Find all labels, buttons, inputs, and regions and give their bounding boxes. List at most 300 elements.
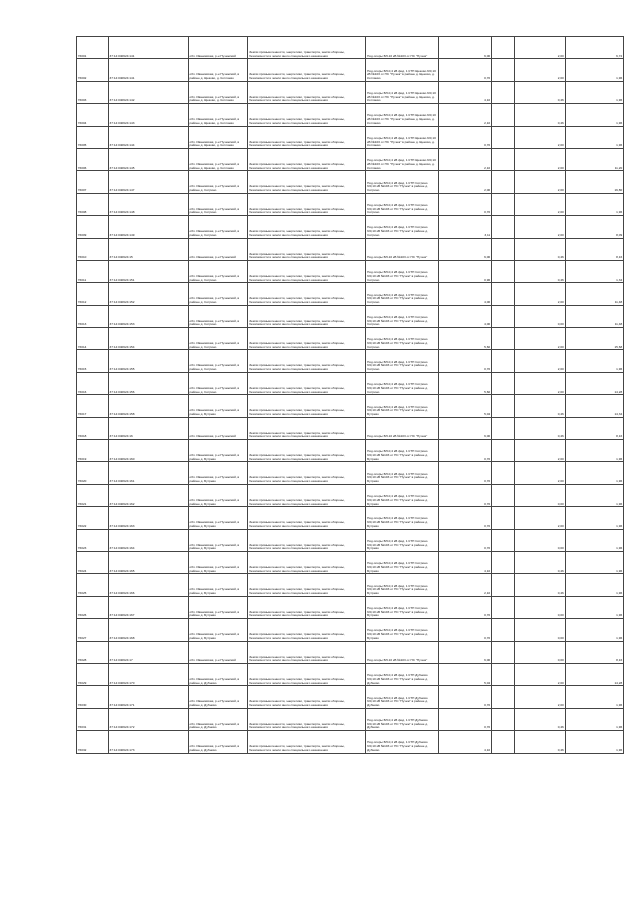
table-row <box>77 81 624 103</box>
area-cell: 0,96 <box>438 260 491 282</box>
location-cell: обл. Ивановская, р-н Пучежский, в районе д. Бутрево <box>188 484 248 506</box>
cadastral-number-cell: 37:14:040624:145 <box>108 148 188 170</box>
land-category-cell: Земли промышленности, энергетики, транспорта, земли обороны, безопасности и земли иного специального назначения <box>248 59 366 81</box>
area-cell: 5,60 <box>438 328 491 350</box>
table-row <box>77 641 624 663</box>
tax-cell: 8,16 <box>565 417 623 439</box>
table-row <box>77 216 624 238</box>
land-category-cell: Земли промышленности, энергетики, транспорта, земли обороны, безопасности и земли иного специального назначения <box>248 417 366 439</box>
land-category-cell: Земли промышленности, энергетики, транспорта, земли обороны, безопасности и земли иного специального назначения <box>248 686 366 708</box>
table-row <box>77 37 624 59</box>
rate-cell: 2,00 <box>514 372 565 394</box>
location-cell: обл. Ивановская, р-н Пучежский, в районе д. Дубново <box>188 731 248 753</box>
table-row <box>77 260 624 282</box>
blank-cell <box>491 708 514 730</box>
row-number-cell: 76002 <box>77 59 109 81</box>
table-row <box>77 305 624 327</box>
tax-cell: 1,96 <box>565 708 623 730</box>
land-category-cell: Земли промышленности, энергетики, транспорта, земли обороны, безопасности и земли иного специального назначения <box>248 104 366 126</box>
location-cell: обл. Ивановская, р-н Пучежский, в районе д. Щеково, д. Котляево <box>188 104 248 126</box>
area-cell: 2,10 <box>438 148 491 170</box>
rate-cell: 2,00 <box>514 350 565 372</box>
rate-cell: 2,00 <box>514 193 565 215</box>
row-number-cell: 76021 <box>77 484 109 506</box>
area-cell: 4,00 <box>438 305 491 327</box>
table-row <box>77 104 624 126</box>
rate-cell: 2,00 <box>514 507 565 529</box>
permitted-use-cell: Под опоры ВЛ-0,4 кВ фид. 1 КТП Дубново 6/0,10 кВ №103 от ПС "Пучеж" в районе д. Дубново <box>366 686 438 708</box>
cadastral-number-cell: 37:14:040624:167 <box>108 596 188 618</box>
area-cell: 0,70 <box>438 686 491 708</box>
cadastral-number-cell: 37:14:040624:163 <box>108 507 188 529</box>
row-number-cell: 76013 <box>77 305 109 327</box>
permitted-use-cell: Под опоры ВЛ-0,4 кВ фид. 1 КТП Сотрино 6/0,10 кВ №103 от ПС "Пучеж" в районе д. Бутрево <box>366 484 438 506</box>
row-number-cell: 76026 <box>77 596 109 618</box>
land-category-cell: Земли промышленности, энергетики, транспорта, земли обороны, безопасности и земли иного специального назначения <box>248 551 366 573</box>
permitted-use-cell: Под опоры ВЛ-0,4 кВ фид. 1 КТП Щеково 6/0,10 кВ №103 от ПС "Пучеж" в районе д. Щеково, д. Котляево <box>366 148 438 170</box>
land-category-cell: Земли промышленности, энергетики, транспорта, земли обороны, безопасности и земли иного специального назначения <box>248 641 366 663</box>
tax-cell: 1,96 <box>565 507 623 529</box>
blank-cell <box>491 663 514 685</box>
rate-cell: 2,00 <box>514 462 565 484</box>
blank-cell <box>491 238 514 260</box>
permitted-use-cell: Под опоры ВЛ-0,4 кВ фид. 1 КТП Сотрино 6/0,10 кВ №103 от ПС "Пучеж" в районе д. Бутрево <box>366 395 438 417</box>
permitted-use-cell: Под опоры ВЛ-0,4 кВ фид. 1 КТП Сотрино 6/0,10 кВ №103 от ПС "Пучеж" в районе д. Бутрево <box>366 507 438 529</box>
location-cell: обл. Ивановская, р-н Пучежский, в районе д. Дубново <box>188 686 248 708</box>
area-cell: 0,70 <box>438 484 491 506</box>
row-number-cell: 76006 <box>77 148 109 170</box>
land-category-cell: Земли промышленности, энергетики, транспорта, земли обороны, безопасности и земли иного специального назначения <box>248 148 366 170</box>
rate-cell: 2,00 <box>514 663 565 685</box>
location-cell: обл. Ивановская, р-н Пучежский, в районе д. Сотрино <box>188 372 248 394</box>
row-number-cell: 76024 <box>77 551 109 573</box>
permitted-use-cell: Под опоры ВЛ-0,4 кВ фид. 1 КТП Сотрино 6/0,10 кВ №103 от ПС "Пучеж" в районе д. Бутрево <box>366 619 438 641</box>
permitted-use-cell: Под опоры ВЛ-0,4 кВ фид. 1 КТП Сотрино 6/0,10 кВ №103 от ПС "Пучеж" в районе д. Сотрино <box>366 350 438 372</box>
location-cell: обл. Ивановская, р-н Пучежский, в районе д. Бутрево <box>188 596 248 618</box>
area-cell: 4,10 <box>438 81 491 103</box>
land-register-table <box>76 36 624 754</box>
table-row <box>77 350 624 372</box>
row-number-cell: 76030 <box>77 686 109 708</box>
area-cell: 2,00 <box>438 171 491 193</box>
blank-cell <box>491 462 514 484</box>
area-cell: 0,70 <box>438 193 491 215</box>
land-category-cell: Земли промышленности, энергетики, транспорта, земли обороны, безопасности и земли иного специального назначения <box>248 193 366 215</box>
permitted-use-cell: Под опоры ВЛ-0,4 кВ фид. 1 КТП Щеково 6/0,10 кВ №103 от ПС "Пучеж" в районе д. Щеково, д. Котляево <box>366 104 438 126</box>
table-row <box>77 663 624 685</box>
area-cell: 6,00 <box>438 238 491 260</box>
row-number-cell: 76001 <box>77 37 109 59</box>
rate-cell: 0,46 <box>514 260 565 282</box>
blank-cell <box>491 574 514 596</box>
area-cell: 4,10 <box>438 551 491 573</box>
row-number-cell: 76007 <box>77 171 109 193</box>
land-category-cell: Земли промышленности, энергетики, транспорта, земли обороны, безопасности и земли иного специального назначения <box>248 484 366 506</box>
location-cell: обл. Ивановская, р-н Пучежский, в районе д. Щеково, д. Котляево <box>188 81 248 103</box>
row-number-cell: 76017 <box>77 395 109 417</box>
land-register-body <box>77 37 624 754</box>
location-cell: обл. Ивановская, р-н Пучежский <box>188 238 248 260</box>
permitted-use-cell: Под опоры ВЛ-0,4 кВ фид. 1 КТП Сотрино 6/0,10 кВ №103 от ПС "Пучеж" в районе д. Бутрево <box>366 574 438 596</box>
permitted-use-cell: Под опоры ВЛ-0,4 кВ фид. 1 КТП Сотрино 6/0,10 кВ №103 от ПС "Пучеж" в районе д. Сотрино <box>366 216 438 238</box>
cadastral-number-cell: 37:14:040624:168 <box>108 619 188 641</box>
tax-cell: 15,68 <box>565 328 623 350</box>
tax-cell: 1,96 <box>565 81 623 103</box>
land-category-cell: Земли промышленности, энергетики, транспорта, земли обороны, безопасности и земли иного специального назначения <box>248 260 366 282</box>
cadastral-number-cell: 37:14:040624:17 <box>108 641 188 663</box>
cadastral-number-cell: 37:14:040624:147 <box>108 171 188 193</box>
cadastral-number-cell: 37:14:040624:172 <box>108 708 188 730</box>
tax-cell: 1,96 <box>565 104 623 126</box>
permitted-use-cell: Под опоры ВЛ-0,4 кВ фид. 1 КТП Сотрино 6/0,10 кВ №103 от ПС "Пучеж" в районе д. Сотрино <box>366 283 438 305</box>
cadastral-number-cell: 37:14:040624:162 <box>108 484 188 506</box>
land-category-cell: Земли промышленности, энергетики, транспорта, земли обороны, безопасности и земли иного специального назначения <box>248 440 366 462</box>
tax-cell: 1,34 <box>565 260 623 282</box>
location-cell: обл. Ивановская, р-н Пучежский, в районе д. Бутрево <box>188 395 248 417</box>
rate-cell: 0,46 <box>514 731 565 753</box>
permitted-use-cell: Под опоры ВЛ-0,4 кВ фид. 1 КТП Сотрино 6/0,10 кВ №103 от ПС "Пучеж" в районе д. Бутрево <box>366 529 438 551</box>
rate-cell: 2,00 <box>514 59 565 81</box>
permitted-use-cell: Под опоры ВЛ-0,4 кВ фид. 1 КТП Сотрино 6/0,10 кВ №103 от ПС "Пучеж" в районе д. Бутрево <box>366 596 438 618</box>
area-cell: 0,70 <box>438 59 491 81</box>
location-cell: обл. Ивановская, р-н Пучежский, в районе д. Сотрино <box>188 305 248 327</box>
permitted-use-cell: Под опоры ВЛ-10 кВ №103 от ПС "Пучеж" <box>366 37 438 59</box>
tax-cell: 16,80 <box>565 171 623 193</box>
blank-cell <box>491 596 514 618</box>
rate-cell: 0,00 <box>514 305 565 327</box>
table-row <box>77 462 624 484</box>
row-number-cell: 76032 <box>77 731 109 753</box>
rate-cell: 2,00 <box>514 328 565 350</box>
location-cell: обл. Ивановская, р-н Пучежский, в районе д. Бутрево <box>188 529 248 551</box>
permitted-use-cell: Под опоры ВЛ-0,4 кВ фид. 1 КТП Дубново 6/0,10 кВ №103 от ПС "Пучеж" в районе д. Дубново <box>366 663 438 685</box>
permitted-use-cell: Под опоры ВЛ-10 кВ №103 от ПС "Пучеж" <box>366 238 438 260</box>
cadastral-number-cell: 37:14:040624:141 <box>108 37 188 59</box>
area-cell: 4,10 <box>438 731 491 753</box>
location-cell: обл. Ивановская, р-н Пучежский <box>188 641 248 663</box>
tax-cell: 14,28 <box>565 372 623 394</box>
row-number-cell: 76020 <box>77 462 109 484</box>
blank-cell <box>491 641 514 663</box>
permitted-use-cell: Под опоры ВЛ-10 кВ №103 от ПС "Пучеж" <box>366 417 438 439</box>
rate-cell: 0,46 <box>514 81 565 103</box>
location-cell: обл. Ивановская, р-н Пучежский, в районе д. Сотрино <box>188 260 248 282</box>
land-category-cell: Земли промышленности, энергетики, транспорта, земли обороны, безопасности и земли иного специального назначения <box>248 507 366 529</box>
blank-cell <box>491 731 514 753</box>
tax-cell: 1,96 <box>565 59 623 81</box>
tax-cell: 1,96 <box>565 193 623 215</box>
row-number-cell: 76028 <box>77 641 109 663</box>
row-number-cell: 76022 <box>77 507 109 529</box>
row-number-cell: 76012 <box>77 283 109 305</box>
table-row <box>77 238 624 260</box>
cadastral-number-cell: 37:14:040624:153 <box>108 305 188 327</box>
rate-cell: 0,46 <box>514 104 565 126</box>
permitted-use-cell: Под опоры ВЛ-0,4 кВ фид. 1 КТП Сотрино 6/0,10 кВ №103 от ПС "Пучеж" в районе д. Сотрино <box>366 193 438 215</box>
rate-cell: 2,00 <box>514 171 565 193</box>
cadastral-number-cell: 37:14:040624:158 <box>108 395 188 417</box>
permitted-use-cell: Под опоры ВЛ-0,4 кВ фид. 1 КТП Щеково 6/0,10 кВ №103 от ПС "Пучеж" в районе д. Щеково, д. Котляево <box>366 126 438 148</box>
permitted-use-cell: Под опоры ВЛ-0,4 кВ фид. 1 КТП Сотрино 6/0,10 кВ №103 от ПС "Пучеж" в районе д. Сотрино <box>366 328 438 350</box>
location-cell: обл. Ивановская, р-н Пучежский, в районе д. Сотрино <box>188 216 248 238</box>
tax-cell: 1,96 <box>565 731 623 753</box>
table-row <box>77 126 624 148</box>
area-cell: 3,11 <box>438 216 491 238</box>
land-category-cell: Земли промышленности, энергетики, транспорта, земли обороны, безопасности и земли иного специального назначения <box>248 529 366 551</box>
rate-cell: 0,46 <box>514 395 565 417</box>
table-row <box>77 148 624 170</box>
land-category-cell: Земли промышленности, энергетики, транспорта, земли обороны, безопасности и земли иного специального назначения <box>248 350 366 372</box>
permitted-use-cell: Под опоры ВЛ-0,4 кВ фид. 1 КТП Сотрино 6/0,10 кВ №103 от ПС "Пучеж" в районе д. Сотрино <box>366 305 438 327</box>
rate-cell: 0,46 <box>514 708 565 730</box>
table-row <box>77 283 624 305</box>
table-row <box>77 596 624 618</box>
rate-cell: 2,00 <box>514 440 565 462</box>
row-number-cell: 76029 <box>77 663 109 685</box>
land-category-cell: Земли промышленности, энергетики, транспорта, земли обороны, безопасности и земли иного специального назначения <box>248 462 366 484</box>
cadastral-number-cell: 37:14:040624:149 <box>108 216 188 238</box>
tax-cell: 8,16 <box>565 238 623 260</box>
row-number-cell: 76011 <box>77 260 109 282</box>
blank-cell <box>491 126 514 148</box>
blank-cell <box>491 216 514 238</box>
cadastral-number-cell: 37:14:040624:142 <box>108 81 188 103</box>
table-row <box>77 372 624 394</box>
tax-cell: 1,96 <box>565 551 623 573</box>
tax-cell: 1,96 <box>565 350 623 372</box>
location-cell: обл. Ивановская, р-н Пучежский, в районе д. Бутрево <box>188 440 248 462</box>
blank-cell <box>491 350 514 372</box>
rate-cell: 2,00 <box>514 126 565 148</box>
location-cell: обл. Ивановская, р-н Пучежский, в районе д. Бутрево <box>188 507 248 529</box>
land-category-cell: Земли промышленности, энергетики, транспорта, земли обороны, безопасности и земли иного специального назначения <box>248 171 366 193</box>
location-cell: обл. Ивановская, р-н Пучежский, в районе д. Сотрино <box>188 193 248 215</box>
land-category-cell: Земли промышленности, энергетики, транспорта, земли обороны, безопасности и земли иного специального назначения <box>248 305 366 327</box>
rate-cell: 0,00 <box>514 619 565 641</box>
permitted-use-cell: Под опоры ВЛ-0,4 кВ фид. 1 КТП Сотрино 6/0,10 кВ №103 от ПС "Пучеж" в районе д. Сотрино <box>366 171 438 193</box>
location-cell: обл. Ивановская, р-н Пучежский, в районе д. Бутрево <box>188 462 248 484</box>
blank-cell <box>491 440 514 462</box>
tax-cell: 11,48 <box>565 305 623 327</box>
tax-cell: 6,72 <box>565 37 623 59</box>
table-row <box>77 193 624 215</box>
cadastral-number-cell: 37:14:040624:171 <box>108 686 188 708</box>
land-category-cell: Земли промышленности, энергетики, транспорта, земли обороны, безопасности и земли иного специального назначения <box>248 216 366 238</box>
location-cell: обл. Ивановская, р-н Пучежский, в районе д. Бутрево <box>188 619 248 641</box>
blank-cell <box>491 148 514 170</box>
blank-cell <box>491 260 514 282</box>
location-cell: обл. Ивановская, р-н Пучежский, в районе д. Сотрино <box>188 328 248 350</box>
cadastral-number-cell: 37:14:040624:166 <box>108 574 188 596</box>
tax-cell: 1,96 <box>565 686 623 708</box>
table-row <box>77 574 624 596</box>
blank-cell <box>491 104 514 126</box>
cadastral-number-cell: 37:14:040624:16 <box>108 417 188 439</box>
cadastral-number-cell: 37:14:040624:15 <box>108 238 188 260</box>
land-category-cell: Земли промышленности, энергетики, транспорта, земли обороны, безопасности и земли иного специального назначения <box>248 283 366 305</box>
blank-cell <box>491 529 514 551</box>
blank-cell <box>491 171 514 193</box>
rate-cell: 2,00 <box>514 686 565 708</box>
rate-cell: 0,46 <box>514 551 565 573</box>
location-cell: обл. Ивановская, р-н Пучежский, в районе д. Бутрево <box>188 574 248 596</box>
tax-cell: 1,96 <box>565 574 623 596</box>
tax-cell: 11,20 <box>565 148 623 170</box>
cadastral-number-cell: 37:14:040624:151 <box>108 260 188 282</box>
area-cell: 6,00 <box>438 37 491 59</box>
permitted-use-cell: Под опоры ВЛ-0,4 кВ фид. 1 КТП Щеково 6/0,10 кВ №103 от ПС "Пучеж" в районе д. Щеково, д. Котляево <box>366 81 438 103</box>
land-category-cell: Земли промышленности, энергетики, транспорта, земли обороны, безопасности и земли иного специального назначения <box>248 238 366 260</box>
permitted-use-cell: Под опоры ВЛ-0,4 кВ фид. 1 КТП Сотрино 6/0,10 кВ №103 от ПС "Пучеж" в районе д. Сотрино <box>366 260 438 282</box>
blank-cell <box>491 507 514 529</box>
area-cell: 0,70 <box>438 126 491 148</box>
tax-cell: 1,96 <box>565 529 623 551</box>
row-number-cell: 76005 <box>77 126 109 148</box>
blank-cell <box>491 305 514 327</box>
row-number-cell: 76025 <box>77 574 109 596</box>
area-cell: 2,10 <box>438 574 491 596</box>
tax-cell: 8,09 <box>565 216 623 238</box>
blank-cell <box>491 37 514 59</box>
land-category-cell: Земли промышленности, энергетики, транспорта, земли обороны, безопасности и земли иного специального назначения <box>248 708 366 730</box>
row-number-cell: 76031 <box>77 708 109 730</box>
row-number-cell: 76019 <box>77 440 109 462</box>
row-number-cell: 76003 <box>77 81 109 103</box>
row-number-cell: 76008 <box>77 193 109 215</box>
cadastral-number-cell: 37:14:040624:152 <box>108 283 188 305</box>
location-cell: обл. Ивановская, р-н Пучежский <box>188 37 248 59</box>
cadastral-number-cell: 37:14:040624:144 <box>108 126 188 148</box>
table-row <box>77 507 624 529</box>
cadastral-number-cell: 37:14:040624:165 <box>108 551 188 573</box>
row-number-cell: 76009 <box>77 216 109 238</box>
permitted-use-cell: Под опоры ВЛ-0,4 кВ фид. 1 КТП Сотрино 6/0,10 кВ №103 от ПС "Пучеж" в районе д. Сотрино <box>366 372 438 394</box>
location-cell: обл. Ивановская, р-н Пучежский, в районе д. Сотрино <box>188 171 248 193</box>
table-row <box>77 484 624 506</box>
location-cell: обл. Ивановская, р-н Пучежский, в районе д. Дубново <box>188 708 248 730</box>
table-row <box>77 708 624 730</box>
tax-cell: 8,16 <box>565 641 623 663</box>
location-cell: обл. Ивановская, р-н Пучежский, в районе д. Бутрево <box>188 551 248 573</box>
land-category-cell: Земли промышленности, энергетики, транспорта, земли обороны, безопасности и земли иного специального назначения <box>248 37 366 59</box>
tax-cell: 1,96 <box>565 462 623 484</box>
tax-cell: 14,34 <box>565 395 623 417</box>
tax-cell: 1,96 <box>565 440 623 462</box>
rate-cell: 2,00 <box>514 148 565 170</box>
permitted-use-cell: Под опоры ВЛ-0,4 кВ фид. 1 КТП Дубново 6/0,10 кВ №103 от ПС "Пучеж" в районе д. Дубново <box>366 731 438 753</box>
area-cell: 0,70 <box>438 440 491 462</box>
rate-cell: 0,00 <box>514 529 565 551</box>
blank-cell <box>491 81 514 103</box>
cadastral-number-cell: 37:14:040624:154 <box>108 328 188 350</box>
area-cell: 0,70 <box>438 529 491 551</box>
blank-cell <box>491 395 514 417</box>
permitted-use-cell: Под опоры ВЛ-0,4 кВ фид. 1 КТП Дубново 6/0,10 кВ №103 от ПС "Пучеж" в районе д. Дубново <box>366 708 438 730</box>
area-cell: 5,04 <box>438 395 491 417</box>
table-row <box>77 59 624 81</box>
blank-cell <box>491 686 514 708</box>
rate-cell: 0,00 <box>514 596 565 618</box>
table-row <box>77 440 624 462</box>
location-cell: обл. Ивановская, р-н Пучежский, в районе д. Щеково, д. Котляево <box>188 59 248 81</box>
area-cell: 0,70 <box>438 619 491 641</box>
area-cell: 6,00 <box>438 417 491 439</box>
location-cell: обл. Ивановская, р-н Пучежский, в районе д. Сотрино <box>188 283 248 305</box>
tax-cell: 1,96 <box>565 126 623 148</box>
area-cell: 5,04 <box>438 663 491 685</box>
rate-cell: 0,00 <box>514 641 565 663</box>
table-row <box>77 395 624 417</box>
land-category-cell: Земли промышленности, энергетики, транспорта, земли обороны, безопасности и земли иного специального назначения <box>248 328 366 350</box>
tax-cell: 1,96 <box>565 596 623 618</box>
row-number-cell: 76018 <box>77 417 109 439</box>
blank-cell <box>491 484 514 506</box>
permitted-use-cell: Под опоры ВЛ-0,4 кВ фид. 1 КТП Щеково 6/0,10 кВ №103 от ПС "Пучеж" в районе д. Щеково, д. Котляево <box>366 59 438 81</box>
row-number-cell: 76010 <box>77 238 109 260</box>
blank-cell <box>491 193 514 215</box>
land-category-cell: Земли промышленности, энергетики, транспорта, земли обороны, безопасности и земли иного специального назначения <box>248 395 366 417</box>
cadastral-number-cell: 37:14:040624:164 <box>108 529 188 551</box>
row-number-cell: 76004 <box>77 104 109 126</box>
table-row <box>77 171 624 193</box>
location-cell: обл. Ивановская, р-н Пучежский, в районе д. Щеково, д. Котляево <box>188 148 248 170</box>
row-number-cell: 76023 <box>77 529 109 551</box>
blank-cell <box>491 417 514 439</box>
land-category-cell: Земли промышленности, энергетики, транспорта, земли обороны, безопасности и земли иного специального назначения <box>248 574 366 596</box>
area-cell: 2,10 <box>438 104 491 126</box>
cadastral-number-cell: 37:14:040624:156 <box>108 372 188 394</box>
cadastral-number-cell: 37:14:040624:148 <box>108 193 188 215</box>
row-number-cell: 76016 <box>77 372 109 394</box>
location-cell: обл. Ивановская, р-н Пучежский, в районе д. Дубново <box>188 663 248 685</box>
table-row <box>77 529 624 551</box>
area-cell: 0,70 <box>438 507 491 529</box>
land-category-cell: Земли промышленности, энергетики, транспорта, земли обороны, безопасности и земли иного специального назначения <box>248 126 366 148</box>
area-cell: 5,60 <box>438 372 491 394</box>
permitted-use-cell: Под опоры ВЛ-0,4 кВ фид. 1 КТП Сотрино 6/0,10 кВ №103 от ПС "Пучеж" в районе д. Бутрево <box>366 440 438 462</box>
blank-cell <box>491 551 514 573</box>
permitted-use-cell: Под опоры ВЛ-10 кВ №103 от ПС "Пучеж" <box>366 641 438 663</box>
table-row <box>77 328 624 350</box>
land-category-cell: Земли промышленности, энергетики, транспорта, земли обороны, безопасности и земли иного специального назначения <box>248 596 366 618</box>
table-row <box>77 731 624 753</box>
rate-cell: 0,00 <box>514 484 565 506</box>
table-row <box>77 417 624 439</box>
rate-cell: 0,46 <box>514 574 565 596</box>
cadastral-number-cell: 37:14:040624:173 <box>108 731 188 753</box>
land-category-cell: Земли промышленности, энергетики, транспорта, земли обороны, безопасности и земли иного специального назначения <box>248 663 366 685</box>
blank-cell <box>491 619 514 641</box>
row-number-cell: 76015 <box>77 350 109 372</box>
row-number-cell: 76027 <box>77 619 109 641</box>
land-category-cell: Земли промышленности, энергетики, транспорта, земли обороны, безопасности и земли иного специального назначения <box>248 731 366 753</box>
table-row <box>77 686 624 708</box>
rate-cell: 0,46 <box>514 238 565 260</box>
area-cell: 4,00 <box>438 283 491 305</box>
land-category-cell: Земли промышленности, энергетики, транспорта, земли обороны, безопасности и земли иного специального назначения <box>248 619 366 641</box>
area-cell: 0,70 <box>438 350 491 372</box>
rate-cell: 2,00 <box>514 37 565 59</box>
land-category-cell: Земли промышленности, энергетики, транспорта, земли обороны, безопасности и земли иного специального назначения <box>248 81 366 103</box>
cadastral-number-cell: 37:14:040624:161 <box>108 462 188 484</box>
tax-cell: 14,28 <box>565 663 623 685</box>
rate-cell: 0,46 <box>514 417 565 439</box>
cadastral-number-cell: 37:14:040624:170 <box>108 663 188 685</box>
permitted-use-cell: Под опоры ВЛ-0,4 кВ фид. 1 КТП Сотрино 6/0,10 кВ №103 от ПС "Пучеж" в районе д. Бутрево <box>366 462 438 484</box>
blank-cell <box>491 372 514 394</box>
cadastral-number-cell: 37:14:040624:143 <box>108 104 188 126</box>
table-row <box>77 619 624 641</box>
